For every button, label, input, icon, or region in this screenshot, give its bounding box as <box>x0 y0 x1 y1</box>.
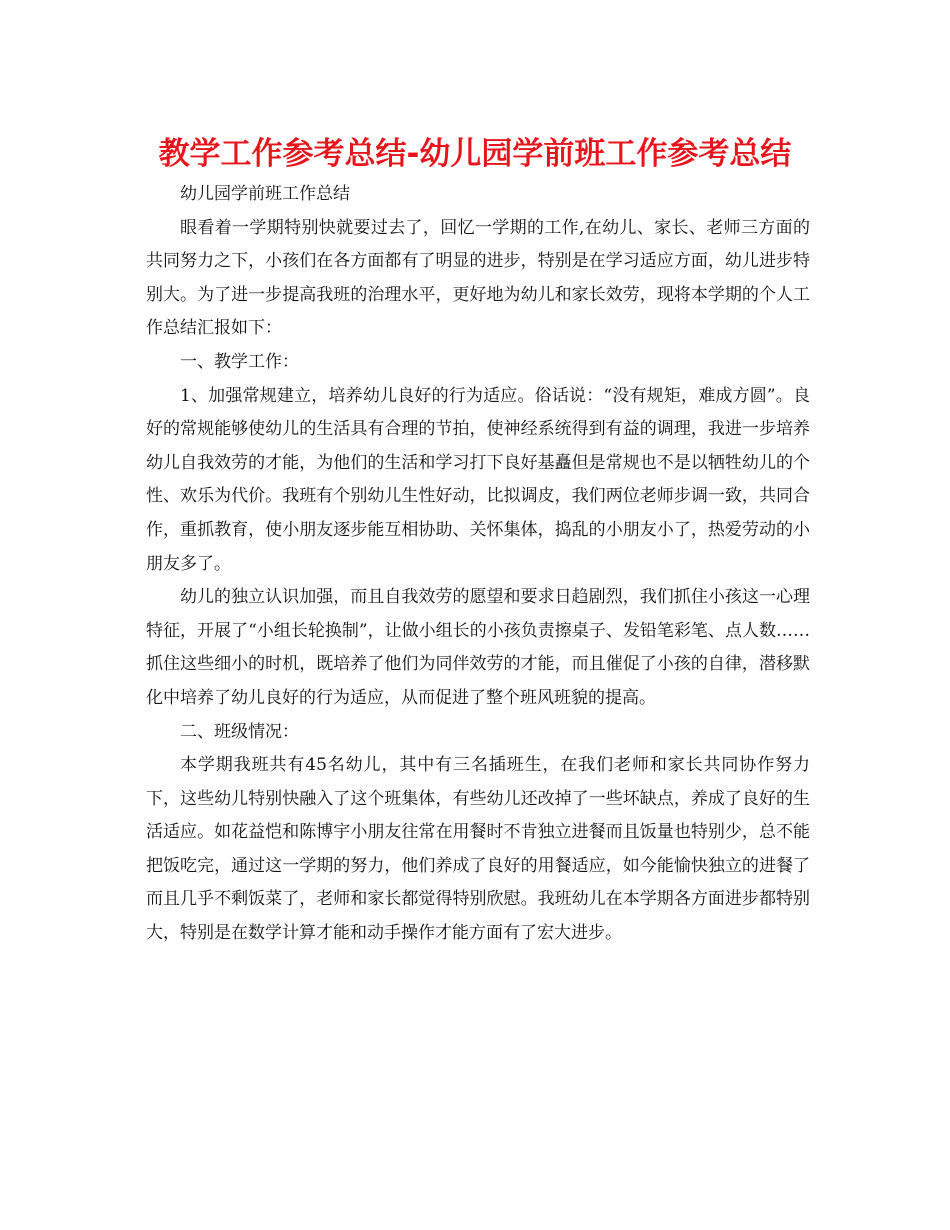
paragraph-intro: 眼看着一学期特别快就要过去了，回忆一学期的工作,在幼儿、家长、老师三方面的共同努力之下，小孩们在各方面都有了明显的进步，特别是在学习适应方面，幼儿进步特别大。为了进一步提高我班的治理水平，更好地为幼儿和家长效劳，现将本学期的个人工作总结汇报如下： <box>146 217 810 339</box>
section-heading-class: 二、班级情况： <box>180 721 299 742</box>
section-heading-teaching: 一、教学工作： <box>180 351 299 372</box>
paragraph-routine: 1、加强常规建立，培养幼儿良好的行为适应。俗话说：“没有规矩，难成方圆”。良好的常规能够使幼儿的生活具有合理的节拍，使神经系统得到有益的调理，我进一步培养幼儿自我效劳的才能，为他们的生活和学习打下良好基矗但是常规也不是以牺牲幼儿的个性、欢乐为代价。我班有个别幼儿生性好动，比拟调皮，我们两位老师步调一致，共同合作，重抓教育，使小朋友逐步能互相协助、关怀集体，捣乱的小朋友小了，热爱劳动的小朋友多了。 <box>146 385 810 574</box>
document-title: 教学工作参考总结-幼儿园学前班工作参考总结 <box>158 136 792 172</box>
document-body <box>146 178 810 951</box>
paragraph-class-situation: 本学期我班共有45名幼儿，其中有三名插班生，在我们老师和家长共同协作努力下，这些幼儿特别快融入了这个班集体，有些幼儿还改掉了一些坏缺点，养成了良好的生活适应。如花益恺和陈博宇小朋友往常在用餐时不肯独立进餐而且饭量也特别少，总不能把饭吃完，通过这一学期的努力，他们养成了良好的用餐适应，如今能愉快独立的进餐了而且几乎不剩饭菜了，老师和家长都觉得特别欣慰。我班幼儿在本学期各方面进步都特别大，特别是在数学计算才能和动手操作才能方面有了宏大进步。 <box>146 755 810 944</box>
paragraph-independence: 幼儿的独立认识加强，而且自我效劳的愿望和要求日趋剧烈，我们抓住小孩这一心理特征，开展了“小组长轮换制”，让做小组长的小孩负责擦桌子、发铅笔彩笔、点人数……抓住这些细小的时机，既培养了他们为同伴效劳的才能，而且催促了小孩的自律，潜移默化中培养了幼儿良好的行为适应，从而促进了整个班风班貌的提高。 <box>146 587 810 708</box>
document-subtitle: 幼儿园学前班工作总结 <box>180 184 350 204</box>
